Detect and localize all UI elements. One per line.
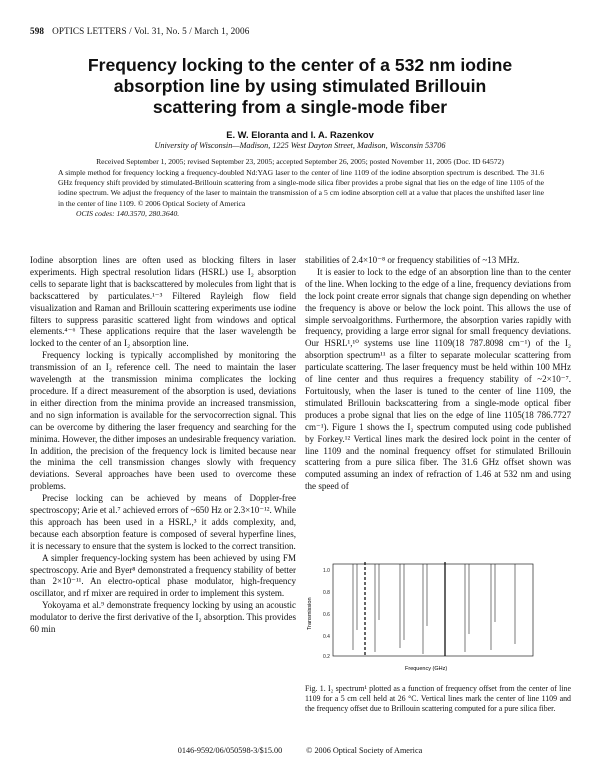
svg-text:0.6: 0.6 bbox=[323, 612, 330, 618]
paragraph: A simpler frequency-locking system has been achieved by using FM spectroscopy. Arie and Byer⁸ demonstrated a frequency stability of better than 2×10⁻¹¹. An electro-optical phase modulator, high-frequency oscillator, and rf mixer are required in order to implement this system. bbox=[30, 552, 296, 599]
paragraph: Iodine absorption lines are often used as blocking filters in laser experiments. High spectral resolution lidars (HSRL) use I₂ absorption cells to separate light that is backscattered by molecules from light that is backscattered by particulates.¹⁻³ Filtered Rayleigh flow field visualization and Raman and Brillouin scattering experiments use iodine filters to suppress parasitic scattered light from windows and optical elements.⁴⁻⁶ These applications require that the laser wavelength be locked to the center of an I₂ absorption line. bbox=[30, 255, 296, 349]
paragraph: It is easier to lock to the edge of an absorption line than to the center of the line. When locking to the edge of a line, frequency deviations from the lock point create error signals that change sign depending on whether the frequency is above or below the lock point. This allows the use of simple servoalgorithms. Furthermore, the absorption varies rapidly with frequency, providing a large error signal for small frequency deviations. Our HSRL¹,¹⁰ systems use line 1109(18 787.8098 cm⁻¹) of the I₂ absorption spectrum¹¹ as a filter to separate molecular scattering from particulate scattering. The laser frequency must be held within 100 MHz of line center and thus requires a frequency stability of ~2×10⁻⁷. Fortuitously, when the laser is tuned to the center of line 1109, the stimulated Brillouin backscattering from a single-mode optical fiber produces a probe signal that lies on the edge of line 1105(18 786.7727 cm⁻¹). Figure 1 shows the I₂ spectrum computed using code published by Forkey.¹² Vertical lines mark the desired lock point in the center of line 1109 and the nominal frequency offset for stimulated Brillouin scattering from a pure silica fiber. The 31.6 GHz offset shown was computed assuming an index of refraction of 1.46 at 532 nm and using the speed of bbox=[305, 266, 571, 492]
received-dates: Received September 1, 2005; revised September 23, 2005; accepted September 26, 2005; posted November 11, 2005 (Doc. ID 64572) bbox=[96, 157, 504, 166]
title-line-3: scattering from a single-mode fiber bbox=[152, 97, 448, 117]
paragraph: stabilities of 2.4×10⁻⁸ or frequency stabilities of ~13 MHz. bbox=[305, 255, 520, 265]
paragraph: Precise locking can be achieved by means of Doppler-free spectroscopy; Arie et al.⁷ achieved errors of ~650 Hz or 2.3×10⁻¹². While this approach has been used in a HSRL,³ it adds complexity, and, because each absorption feature is composed of several hyperfine lines, it is necessary to ensure that the system is locked to the correct transition. bbox=[30, 493, 296, 551]
plot-frame bbox=[333, 564, 533, 656]
svg-text:0.2: 0.2 bbox=[323, 654, 330, 660]
title-line-2: absorption line by using stimulated Brillouin bbox=[113, 76, 487, 96]
running-header bbox=[30, 26, 249, 36]
svg-text:0.4: 0.4 bbox=[323, 634, 330, 640]
left-column bbox=[30, 255, 296, 636]
title-line-1: Frequency locking to the center of a 532 nm iodine bbox=[87, 55, 513, 75]
x-axis-label: Frequency (GHz) bbox=[405, 666, 448, 672]
absorption-lines bbox=[353, 564, 515, 654]
copyright: © 2006 Optical Society of America bbox=[306, 746, 423, 755]
right-column bbox=[305, 255, 571, 493]
journal-line: OPTICS LETTERS / Vol. 31, No. 5 / March 1, 2006 bbox=[52, 26, 250, 36]
ocis-codes: OCIS codes: 140.3570, 280.3640. bbox=[76, 208, 180, 218]
figure-1-spectrum bbox=[305, 560, 571, 680]
paragraph: Frequency locking is typically accomplished by monitoring the transmission of an I₂ reference cell. The need to maintain the laser wavelength at the transmission minima complicates the locking procedure. If a direct measurement of the absorption is used, deviations in either direction from the minima provide an increased transmission, and no sign information is available for the servocorrection signal. This can be overcome by dithering the laser frequency and searching for the minima. However, the dither imposes an undesirable frequency variation. In addition, the precision of the frequency lock is limited because near the minima the cell transmission changes slowly with frequency deviations. Several approaches have been used to overcome these problems. bbox=[30, 350, 296, 492]
figure-caption: Fig. 1. I₂ spectrum¹ plotted as a function of frequency offset from the center of line 1109 for a 5 cm cell held at 26 °C. Vertical lines mark the center of line 1109 and the frequency offset due to Brillouin scattering computed for a pure silica fiber. bbox=[305, 684, 571, 714]
page-footer bbox=[0, 746, 600, 755]
abstract bbox=[58, 168, 544, 219]
paragraph: Yokoyama et al.⁹ demonstrate frequency locking by using an acoustic modulator to derive the first derivative of the I₂ absorption. This provides 60 min bbox=[30, 600, 296, 635]
y-axis-label: Transmission bbox=[307, 597, 313, 630]
page-number: 598 bbox=[30, 26, 45, 36]
paper-title bbox=[40, 55, 560, 118]
svg-text:0.8: 0.8 bbox=[323, 590, 330, 596]
article-code: 0146-9592/06/050598-3/$15.00 bbox=[177, 746, 283, 755]
abstract-text: A simple method for frequency locking a frequency-doubled Nd:YAG laser to the center of line 1109 of the iodine absorption spectrum is described. The 31.6 GHz frequency shift provided by stimulated-Brillouin scattering from a single-mode silica fiber provides a probe signal that lies on the edge of line 1105 of the iodine spectrum. We adjust the frequency of the laser to maintain the transmission of a 5 cm iodine absorption cell at a value that places the unshifted laser line in the center of line 1109. © 2006 Optical Society of America bbox=[58, 168, 544, 208]
svg-text:1.0: 1.0 bbox=[323, 568, 330, 574]
authors: E. W. Eloranta and I. A. Razenkov bbox=[226, 129, 374, 140]
affiliation: University of Wisconsin—Madison, 1225 West Dayton Street, Madison, Wisconsin 53706 bbox=[154, 141, 446, 150]
